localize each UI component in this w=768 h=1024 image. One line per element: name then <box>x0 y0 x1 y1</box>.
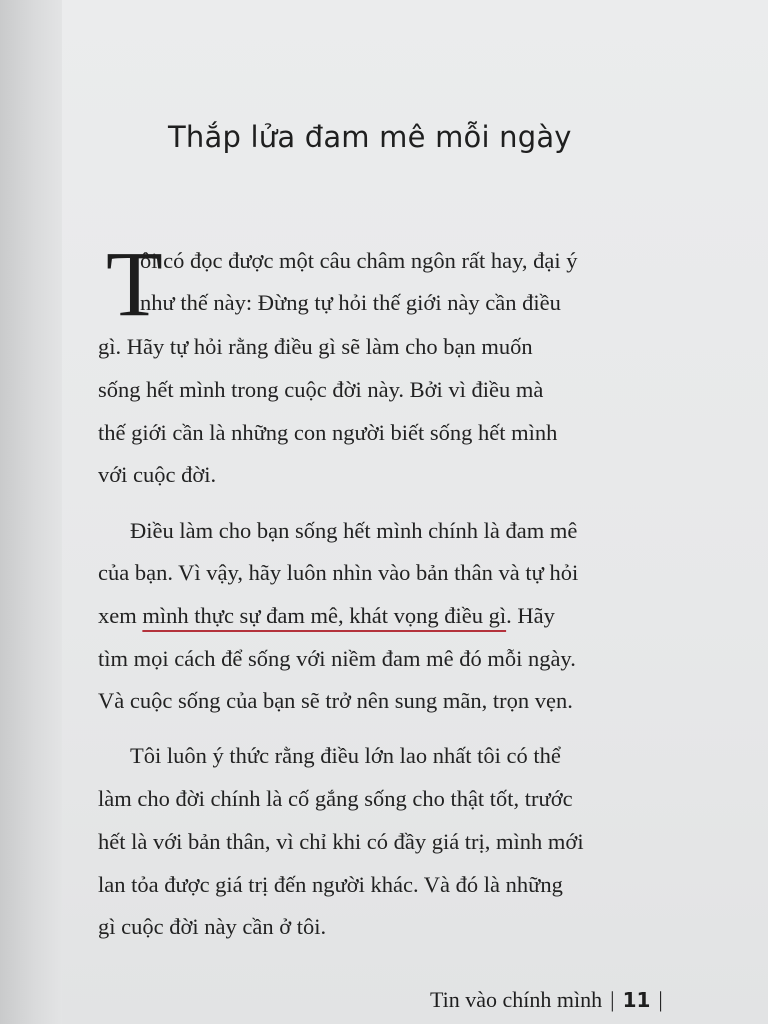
page-footer <box>430 987 671 1013</box>
page-gutter-shadow <box>0 0 62 1024</box>
paragraph-2-line-1: Điều làm cho bạn sống hết mình chính là đam mê <box>130 518 578 543</box>
paragraph-3-line-3: hết là với bản thân, vì chỉ khi có đầy giá trị, mình mới <box>98 829 584 854</box>
paragraph-1-line-5: thế giới cần là những con người biết sống hết mình <box>98 420 558 445</box>
underlined-phrase: mình thực sự đam mê, khát vọng điều gì <box>142 603 507 628</box>
paragraph-1-line-4: sống hết mình trong cuộc đời này. Bởi vì điều mà <box>98 377 544 402</box>
paragraph-1-line-1: ôi có đọc được một câu châm ngôn rất hay, đại ý <box>140 248 578 273</box>
drop-cap-letter: T <box>106 233 163 336</box>
footer-separator: | <box>610 987 615 1012</box>
paragraph-2-line-3 <box>98 605 555 628</box>
paragraph-3-line-2: làm cho đời chính là cố gắng sống cho thật tốt, trước <box>98 786 573 811</box>
paragraph-1-line-3: gì. Hãy tự hỏi rằng điều gì sẽ làm cho bạn muốn <box>98 334 533 359</box>
line-3-suffix: . Hãy <box>506 603 555 628</box>
line-3-prefix: xem <box>98 603 137 628</box>
footer-separator-end: | <box>658 987 663 1012</box>
paragraph-2-line-2: của bạn. Vì vậy, hãy luôn nhìn vào bản thân và tự hỏi <box>98 560 579 585</box>
paragraph-2-line-4: tìm mọi cách để sống với niềm đam mê đó mỗi ngày. <box>98 646 576 671</box>
paragraph-2-line-5: Và cuộc sống của bạn sẽ trở nên sung mãn, trọn vẹn. <box>98 688 573 713</box>
paragraph-3-line-5: gì cuộc đời này cần ở tôi. <box>98 914 327 939</box>
running-book-title: Tin vào chính mình <box>430 987 603 1012</box>
paragraph-3-line-1: Tôi luôn ý thức rằng điều lớn lao nhất tôi có thể <box>130 743 561 768</box>
paragraph-1-line-2: như thế này: Đừng tự hỏi thế giới này cần điều <box>140 290 561 315</box>
paragraph-1-line-6: với cuộc đời. <box>98 462 217 487</box>
chapter-title: Thắp lửa đam mê mỗi ngày <box>168 120 572 154</box>
page-number: 11 <box>622 988 651 1012</box>
paragraph-3-line-4: lan tỏa được giá trị đến người khác. Và đó là những <box>98 872 563 897</box>
